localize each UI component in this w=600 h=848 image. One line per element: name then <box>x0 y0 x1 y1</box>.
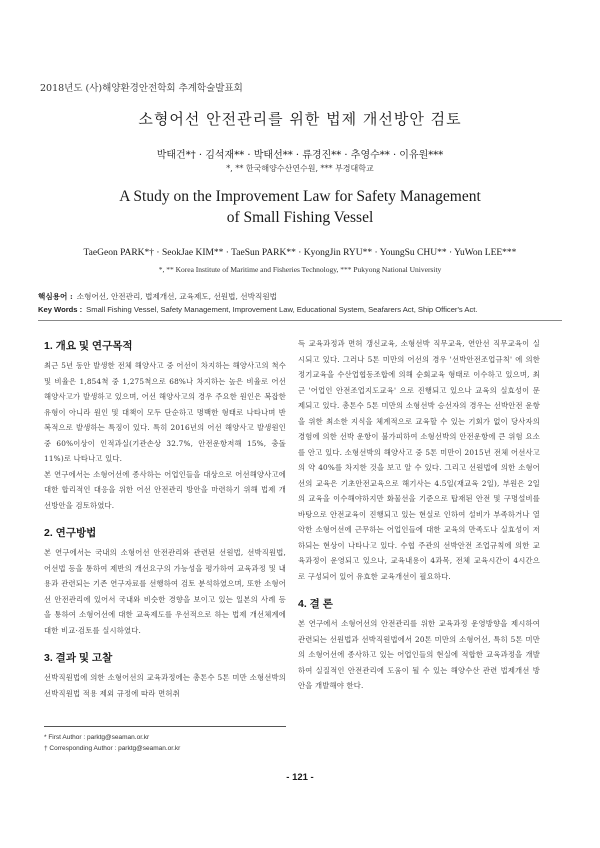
section-paragraph: 득 교육과정과 면허 갱신교육, 소형선박 직무교육, 연안선 직무교육이 실시되고 있다. 그러나 5톤 미만의 어선의 경우 '선박안전조업규칙' 에 의한 정기교육을 수산업협동조합에 의해 순회교육 형태로 이수하고 있으며, 최근 '어업인 안전조업지도교육' 으로 진행되고 있으나 교육의 실효성이 문제되고 있다. 총톤수 5톤 미만의 소형선박 승선자의 경우는 선박안전 운항을 위한 최소한 지식을 체계적으로 교육할 수 있는 기회가 없이 당사자의 경험에 의한 선박 운항이 불가피하여 소형선박의 안전운항에 큰 위험 요소를 안고 있다. 소형선박의 해양사고 중 5톤 미만이 2015년 전체 어선사고의 약 40%를 차지한 것을 보고 알 수 있다. 그리고 선원법에 의한 소형어선의 교육은 기초안전교육으로 해기사는 4.5일(재교육 2일), 부원은 2일의 교육을 이수해야하지만 화물선을 기준으로 탑재된 안전 및 구명설비를 바탕으로 안전교육이 진행되고 있는 현실로 인하여 설비가 부족하거나 열악한 소형어선에 근무하는 어업인들에 대한 교육의 만족도나 실효성이 저하되는 현상이 나타나고 있다. 수협 주관의 선박안전 조업규칙에 의한 교육과정이 운영되고 있으나, 교육내용이 4과목, 전체 교육시간이 4시간으로 구성되어 있어 유효한 교육개선이 필요하다. <box>298 339 540 581</box>
title-english <box>0 186 600 228</box>
keywords-korean-text: 소형어선, 안전관리, 법제개선, 교육제도, 선원법, 선박직원법 <box>76 292 277 301</box>
footnotes <box>44 726 286 754</box>
section-paragraph: 본 연구에서 소형어선의 안전관리를 위한 교육과정 운영방향을 제시하여 관련되는 선원법과 선박직원법에서 20톤 미만의 소형어선, 특히 5톤 미만의 소형어선에 종사하고 있는 어업인들의 현실에 적합한 교육과정을 개발하여 실질적인 안전관리에 도움이 될 수 있는 해양수산 관련 법제개선 방안을 개발해야 한다. <box>298 619 540 690</box>
section-paragraph: 최근 5년 동안 발생한 전체 해양사고 중 어선이 차지하는 해양사고의 척수 및 비율은 1,854척 중 1,275척으로 68%나 차지하는 높은 비율로 어선 해양사고가 발생하고 있으며, 어선 해양사고의 경우 주요한 원인은 복잡한 유형이 아니라 원인 및 대책이 모두 단순하고 명백한 형태로 나타나며 반복적으로 발생하는 특징이 있다. 특히 2016년의 어선 해양사고 발생원인 중 60%이상이 인적과실(기관손상 32.7%, 안전운항저해 15%, 충돌 11%)로 나타나고 있다. <box>44 361 286 463</box>
header-divider <box>38 320 562 321</box>
title-english-line-2: of Small Fishing Vessel <box>226 209 374 226</box>
section-paragraph: 본 연구에서는 소형어선에 종사하는 어업인들을 대상으로 어선해양사고에 대한 합리적인 대응을 위한 어선 안전관리 방안을 마련하기 위해 법제 개선방안을 검토하였다. <box>44 469 286 510</box>
affiliation-korean: *, ** 한국해양수산연수원, *** 부경대학교 <box>226 164 374 173</box>
keywords-korean-label: 핵심용어 : <box>38 292 73 301</box>
keywords-korean <box>38 291 277 302</box>
title-korean: 소형어선 안전관리를 위한 법제 개선방안 검토 <box>138 110 462 128</box>
authors-english: TaeGeon PARK*† · SeokJae KIM** · TaeSun PARK** · KyongJin RYU** · YoungSu CHU** · YuWon LEE*** <box>83 248 517 258</box>
right-column <box>298 336 540 694</box>
section-title-overview: 1. 개요 및 연구목적 <box>44 340 133 352</box>
section-title-method: 2. 연구방법 <box>44 527 97 539</box>
keywords-english <box>38 305 477 314</box>
keywords-english-label: Key Words : <box>38 305 83 314</box>
section-title-results: 3. 결과 및 고찰 <box>44 652 113 664</box>
section-title-conclusion: 4. 결 론 <box>298 598 333 610</box>
section-paragraph: 본 연구에서는 국내의 소형어선 안전관리와 관련된 선원법, 선박직원법, 어선법 등을 통하여 제반의 개선요구의 가능성을 평가하여 교육과정 및 내용과 관련되는 기존 연구자료를 선행하여 검토 분석하였으며, 또한 소형어선 안전관리에 있어서 국내와 비슷한 경향을 보이고 있는 일본의 사례 등을 통하여 소형어선에 대한 교육제도를 우선적으로 하는 법제 개선체계에 대한 비교·검토를 실시하였다. <box>44 548 286 635</box>
section-paragraph: 선박직원법에 의한 소형어선의 교육과정에는 총톤수 5톤 미만 소형선박의 선박직원법 적용 제외 규정에 따라 면허취 <box>44 673 286 698</box>
footnote-first-author: * First Author : parktg@seaman.or.kr <box>44 734 150 741</box>
left-column <box>44 338 286 701</box>
title-english-line-1: A Study on the Improvement Law for Safety Management <box>119 188 481 205</box>
authors-korean: 박태건*† · 김석재** · 박태선** · 류경진** · 추영수** · 이유원*** <box>156 150 444 161</box>
page-number: - 121 - <box>286 772 314 783</box>
footnote-corresponding-author: † Corresponding Author : parktg@seaman.or.kr <box>44 745 181 752</box>
affiliation-english: *, ** Korea Institute of Maritime and Fisheries Technology, *** Pukyong National University <box>158 265 442 274</box>
keywords-english-text: Small Fishing Vessel, Safety Management, Improvement Law, Educational System, Seafarers Act, Ship Officer's Act. <box>86 305 478 314</box>
conference-header: 2018년도 (사)해양환경안전학회 추계학술발표회 <box>40 83 243 94</box>
